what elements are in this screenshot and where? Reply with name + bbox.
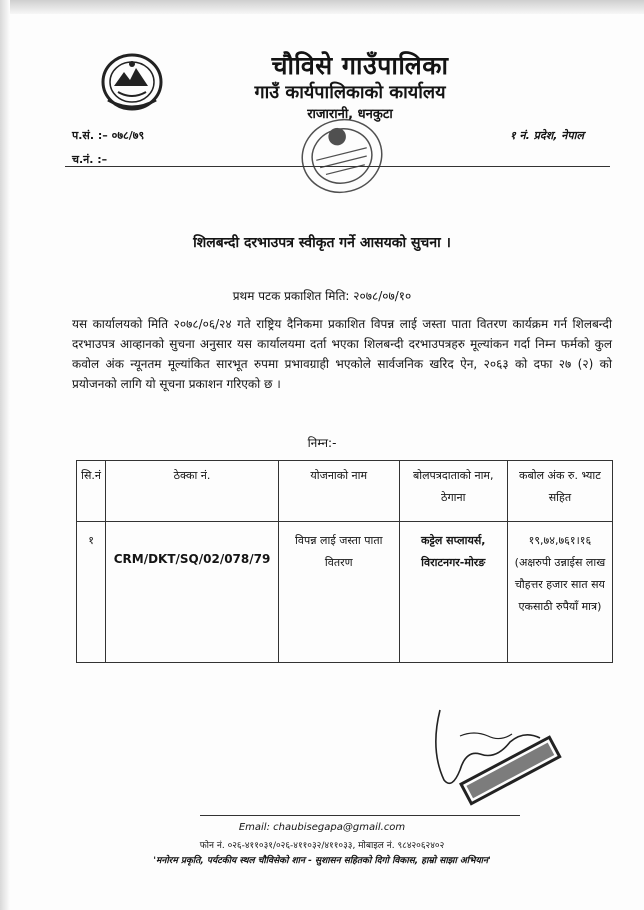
signature-with-stamp [400, 690, 590, 820]
header-project-name: योजनाको नाम [278, 461, 399, 522]
nepal-emblem-icon [100, 52, 164, 112]
header-serial: सि.नं [77, 461, 106, 522]
table-row [77, 522, 613, 663]
header-bid-amount: कबोल अंक रु. भ्याट सहित [507, 461, 612, 522]
header-divider [65, 166, 610, 167]
scan-edge-top [0, 0, 644, 14]
footer-divider [200, 815, 520, 816]
office-name: गाउँ कार्यपालिकाको कार्यालय [254, 82, 446, 103]
header-contract-no: ठेक्का नं. [106, 461, 279, 522]
bid-table [76, 460, 613, 663]
cell-contract-no: CRM/DKT/SQ/02/078/79 [106, 522, 279, 663]
cell-serial: १ [77, 522, 106, 663]
office-seal-stamp [296, 114, 388, 198]
office-address: राजारानी, धनकुटा [307, 107, 393, 122]
following-label: निम्न:- [307, 436, 337, 450]
footer-email: Email: chaubisegapa@gmail.com [238, 822, 406, 833]
footer-phone: फोन नं. ०२६-४११०३१/०२६-४११०३२/४११०३३, मोबाइल नं. ९८४२०६२४०२ [199, 841, 445, 851]
publication-date: प्रथम पटक प्रकाशित मिति: २०७८/०७/१० [232, 289, 412, 303]
header-bidder: बोलपत्रदाताको नाम, ठेगाना [399, 461, 507, 522]
cell-project-name: विपन्न लाई जस्ता पाता वितरण [278, 522, 399, 663]
dispatch-number: च.नं. :– [72, 153, 108, 166]
organization-name: चौविसे गाउँपालिका [271, 51, 449, 80]
cell-bid-amount: १९,७४,७६१।१६ (अक्षरुपी उन्नाईस लाख चौहत्तर हजार सात सय एकसाठी रुपैयाँ मात्र) [507, 522, 612, 663]
province-label: १ नं. प्रदेश, नेपाल [510, 129, 584, 142]
footer-slogan: 'मनोरम प्रकृति, पर्यटकीय स्थल चौविसेको शान - सुशासन सहितको दिगो विकास, हाम्रो साझा अभियान' [153, 856, 491, 866]
cell-bidder: कट्टेल सप्लायर्स, विराटनगर-मोरङ [399, 522, 507, 663]
scan-edge-left [0, 0, 10, 910]
table-header-row [77, 461, 613, 522]
reference-number: प.सं. :– ०७८/७९ [72, 129, 145, 142]
notice-body: यस कार्यालयको मिति २०७८/०६/२४ गते राष्ट्रिय दैनिकमा प्रकाशित विपन्न लाई जस्ता पाता वितरण कार्यक्रम गर्न शिलबन्दी दरभाउपत्र आव्हानको सुचना अनुसार यस कार्यालयमा दर्ता भएका शिलबन्दी दरभाउपत्रहरु मूल्यांकन गर्दा निम्न फर्मको कुल कवोल अंक न्यूनतम मूल्यांकित सारभूत रुपमा प्रभावग्राही भएकोले सार्वजनिक खरिद ऐन, २०६३ को दफा २७ (२) को प्रयोजनको लागि यो सूचना प्रकाशन गरिएको छ । [72, 317, 612, 391]
notice-title: शिलबन्दी दरभाउपत्र स्वीकृत गर्ने आसयको सुचना । [193, 235, 451, 251]
